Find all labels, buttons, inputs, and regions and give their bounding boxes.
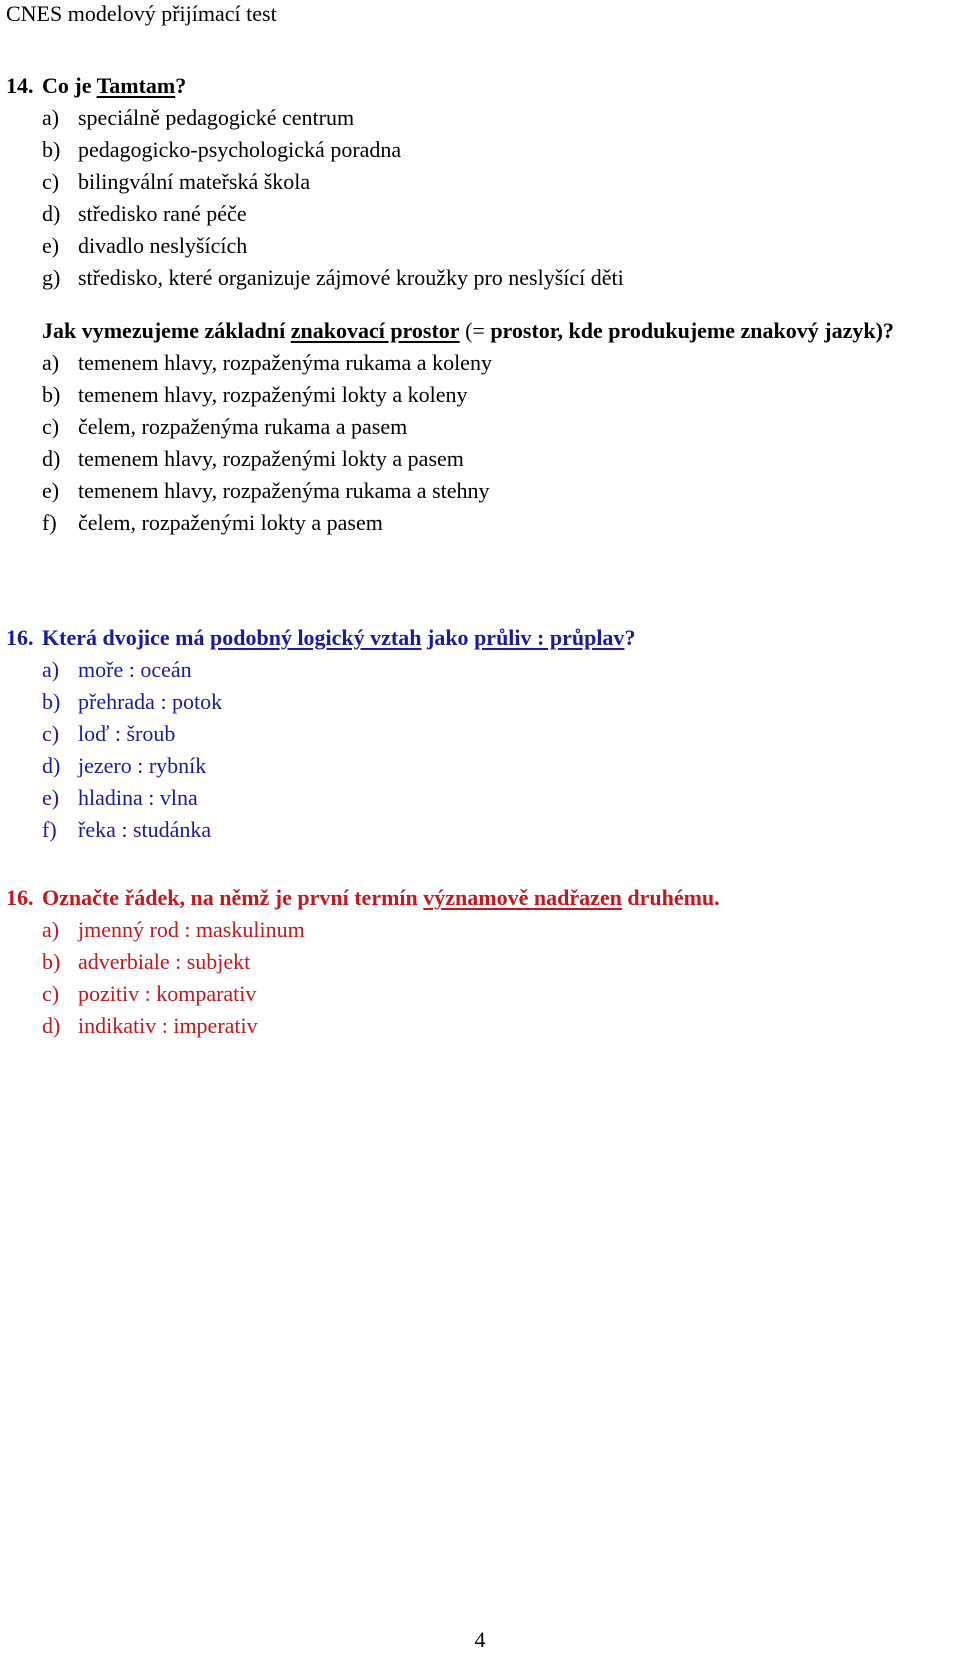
option [6, 914, 956, 946]
title-text: Která dvojice má [42, 625, 210, 650]
title-text: Co je [42, 73, 97, 98]
option-letter: e) [42, 478, 60, 503]
question-16-hierarchy-options [6, 914, 956, 1042]
option-letter: f) [42, 510, 57, 535]
question-16-analogy-title [6, 622, 956, 654]
option-text: temenem hlavy, rozpaženými lokty a pasem [78, 446, 464, 471]
option-letter: a) [42, 350, 60, 375]
option [6, 475, 956, 507]
option-letter: d) [42, 1013, 61, 1038]
title-underlined: Tamtam [96, 73, 176, 98]
option-text: čelem, rozpaženými lokty a pasem [78, 510, 383, 535]
title-underlined: znakovací prostor [290, 318, 460, 343]
title-underlined: významově nadřazen [423, 885, 622, 910]
question-16-hierarchy-title [6, 882, 956, 914]
option [6, 946, 956, 978]
option [6, 134, 956, 166]
question-16-analogy-options [6, 654, 956, 846]
title-text: ? [175, 73, 187, 98]
option [6, 718, 956, 750]
option [6, 411, 956, 443]
question-15-options [6, 347, 956, 539]
question-number: 14. [6, 73, 34, 98]
option [6, 230, 956, 262]
option-letter: a) [42, 657, 60, 682]
option-text: řeka : studánka [78, 817, 212, 842]
option [6, 347, 956, 379]
option-letter: c) [42, 981, 60, 1006]
option-text: bilingvální mateřská škola [78, 169, 311, 194]
option-letter: b) [42, 689, 61, 714]
option-text: středisko rané péče [78, 201, 247, 226]
option-text: jmenný rod : maskulinum [78, 917, 305, 942]
option-text: temenem hlavy, rozpaženými lokty a koleny [78, 382, 468, 407]
question-15 [6, 315, 956, 539]
title-underlined: podobný logický vztah [210, 625, 422, 650]
option-text: temenem hlavy, rozpaženýma rukama a koleny [78, 350, 492, 375]
question-number [6, 315, 42, 347]
option-letter: a) [42, 105, 60, 130]
option-text: pedagogicko-psychologická poradna [78, 137, 402, 162]
option-text: divadlo neslyšících [78, 233, 248, 258]
question-16-hierarchy [6, 882, 956, 1042]
option [6, 379, 956, 411]
option [6, 507, 956, 539]
question-15-title [6, 315, 956, 347]
option [6, 782, 956, 814]
option-letter: d) [42, 201, 61, 226]
option [6, 198, 956, 230]
option [6, 1010, 956, 1042]
option-letter: e) [42, 785, 60, 810]
option-text: středisko, které organizuje zájmové kroužky pro neslyšící děti [78, 265, 624, 290]
question-14-options [6, 102, 956, 294]
option-letter: b) [42, 949, 61, 974]
title-text: jako [421, 625, 475, 650]
option-letter: c) [42, 169, 60, 194]
option [6, 654, 956, 686]
option-letter: a) [42, 917, 60, 942]
option [6, 750, 956, 782]
document-header: CNES modelový přijímací test [6, 1, 277, 26]
option [6, 262, 956, 294]
option-text: pozitiv : komparativ [78, 981, 257, 1006]
option-text: adverbiale : subjekt [78, 949, 251, 974]
option [6, 814, 956, 846]
title-underlined: průliv : průplav [474, 625, 625, 650]
option [6, 102, 956, 134]
option-text: jezero : rybník [78, 753, 207, 778]
option-text: čelem, rozpaženýma rukama a pasem [78, 414, 408, 439]
option-text: hladina : vlna [78, 785, 198, 810]
option-text: speciálně pedagogické centrum [78, 105, 355, 130]
option-text: indikativ : imperativ [78, 1013, 258, 1038]
title-text: ? [624, 625, 636, 650]
option-letter: c) [42, 414, 60, 439]
option-letter: b) [42, 137, 61, 162]
option [6, 443, 956, 475]
option-letter: b) [42, 382, 61, 407]
option-letter: g) [42, 265, 61, 290]
option-letter: f) [42, 817, 57, 842]
question-14-title [6, 70, 956, 102]
title-text: Jak vymezujeme základní [42, 318, 291, 343]
title-text: druhému. [621, 885, 720, 910]
question-14 [6, 70, 956, 294]
option-letter: c) [42, 721, 60, 746]
title-text: prostor, kde produkujeme znakový jazyk)? [490, 318, 894, 343]
question-number: 16. [6, 885, 34, 910]
question-16-analogy [6, 622, 956, 846]
option [6, 166, 956, 198]
option-text: přehrada : potok [78, 689, 223, 714]
option [6, 978, 956, 1010]
option-text: moře : oceán [78, 657, 192, 682]
option-letter: d) [42, 446, 61, 471]
title-text: (= [459, 318, 491, 343]
page-number: 4 [474, 1627, 486, 1652]
option [6, 686, 956, 718]
option-letter: d) [42, 753, 61, 778]
option-text: loď : šroub [78, 721, 176, 746]
question-number: 16. [6, 625, 34, 650]
option-letter: e) [42, 233, 60, 258]
title-text: Označte řádek, na němž je první termín [42, 885, 424, 910]
option-text: temenem hlavy, rozpaženýma rukama a stehny [78, 478, 490, 503]
